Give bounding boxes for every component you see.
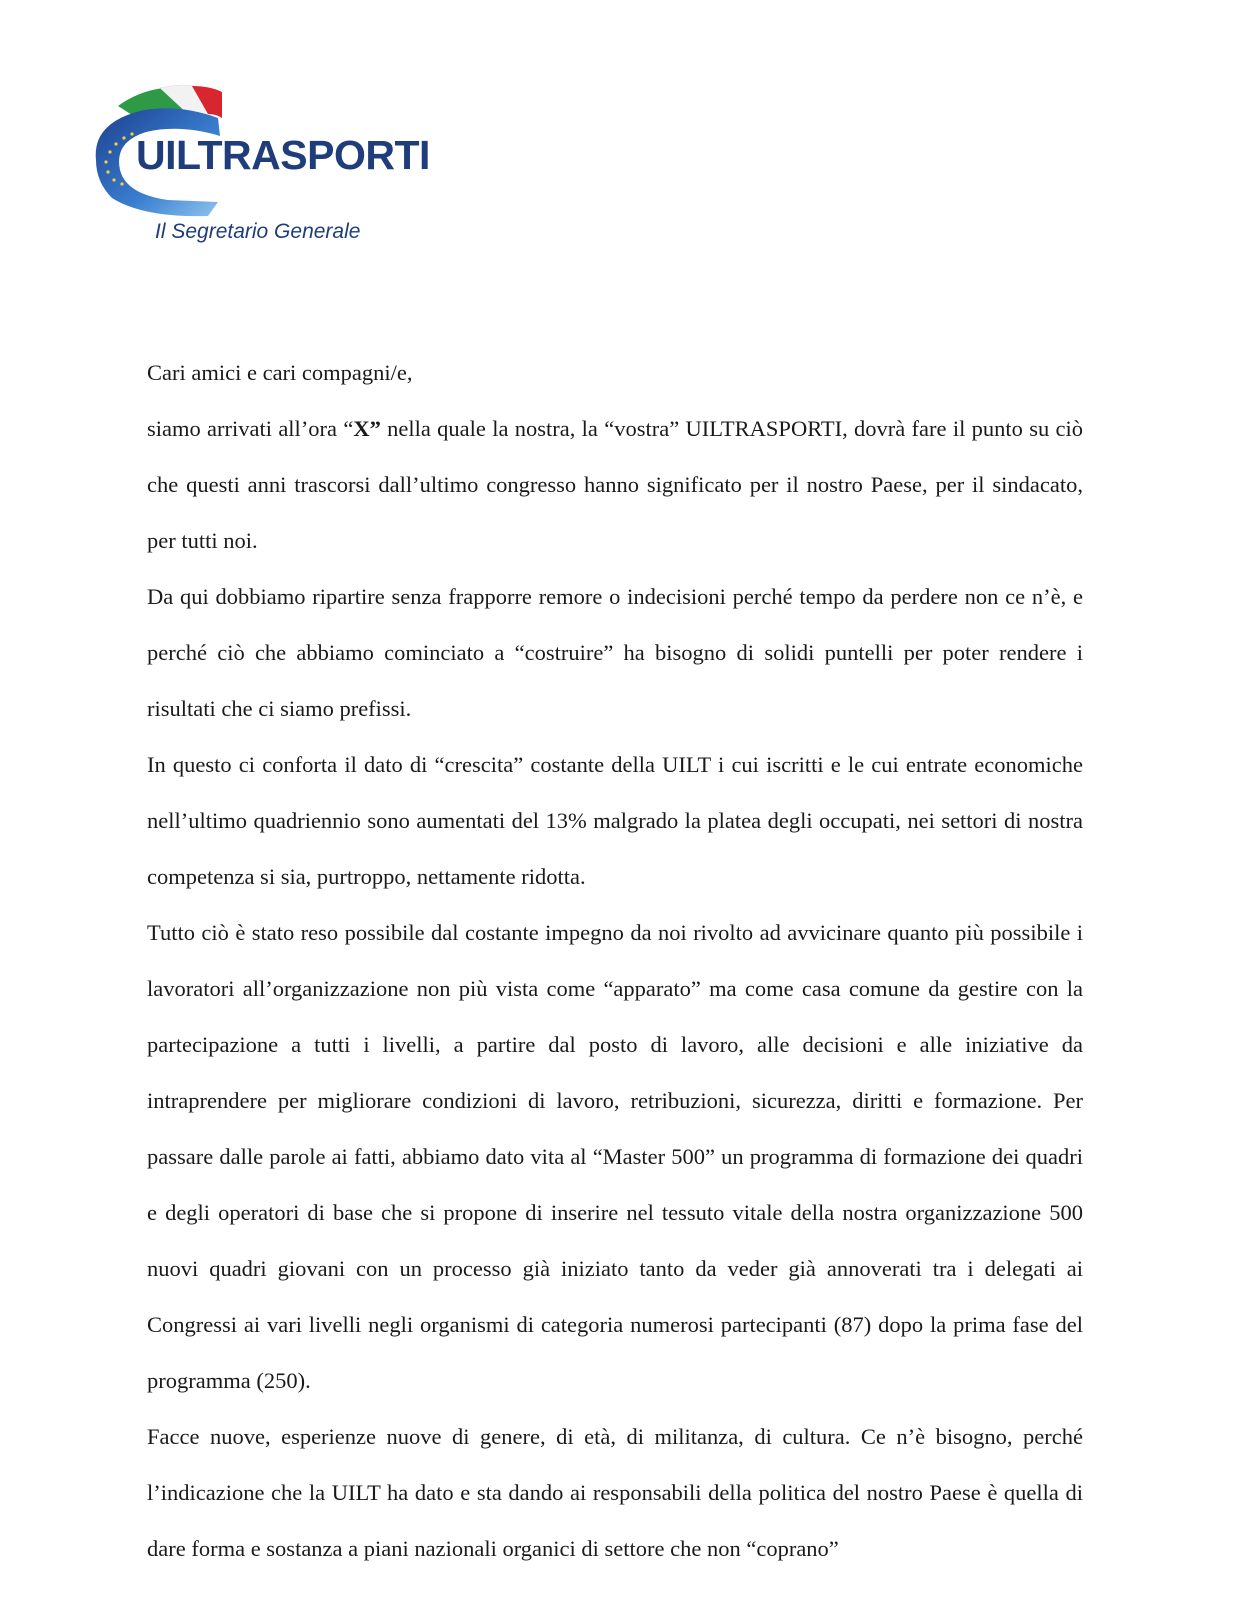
greeting: Cari amici e cari compagni/e,	[147, 360, 413, 385]
paragraph-1-emphasis: X”	[353, 416, 381, 441]
signatory-title: Il Segretario Generale	[155, 220, 361, 243]
paragraph-1-start: siamo arrivati all’ora “	[147, 416, 354, 441]
paragraph-3: In questo ci conforta il dato di “crescita” costante della UILT i cui iscritti e le cui entrate economiche nell’ultimo quadriennio sono aumentati del 13% malgrado la platea degli occupati, nei settori di nostra competenza si sia, purtroppo, nettamente ridotta.	[147, 752, 1083, 889]
paragraph-2: Da qui dobbiamo ripartire senza frapporre remore o indecisioni perché tempo da perdere non ce n’è, e perché ciò che abbiamo cominciato a “costruire” ha bisogno di solidi puntelli per poter rendere i risultati che ci siamo prefissi.	[147, 584, 1083, 721]
letter-body	[147, 345, 1083, 1577]
uiltrasporti-logo	[88, 78, 458, 218]
paragraph-1	[147, 401, 1083, 569]
paragraph-5: Facce nuove, esperienze nuove di genere, di età, di militanza, di cultura. Ce n’è bisogno, perché l’indicazione che la UILT ha dato e sta dando ai responsabili della politica del nostro Paese è quella di dare forma e sostanza a piani nazionali organici di settore che non “coprano”	[147, 1424, 1083, 1561]
paragraph-4: Tutto ciò è stato reso possibile dal costante impegno da noi rivolto ad avvicinare quanto più possibile i lavoratori all’organizzazione non più vista come “apparato” ma come casa comune da gestire con la partecipazione a tutti i livelli, a partire dal posto di lavoro, alle decisioni e alle iniziative da intraprendere per migliorare condizioni di lavoro, retribuzioni, sicurezza, diritti e formazione. Per passare dalle parole ai fatti, abbiamo dato vita al “Master 500” un programma di formazione dei quadri e degli operatori di base che si propone di inserire nel tessuto vitale della nostra organizzazione 500 nuovi quadri giovani con un processo già iniziato tanto da veder già annoverati tra i delegati ai Congressi ai vari livelli negli organismi di categoria numerosi partecipanti (87) dopo la prima fase del programma (250).	[147, 920, 1083, 1393]
logo-text: UILTRASPORTI	[136, 132, 430, 178]
paragraph-1-rest: nella quale la nostra, la “vostra” UILTRASPORTI, dovrà fare il punto su ciò che questi anni trascorsi dall’ultimo congresso hanno significato per il nostro Paese, per il sindacato, per tutti noi.	[147, 416, 1084, 553]
